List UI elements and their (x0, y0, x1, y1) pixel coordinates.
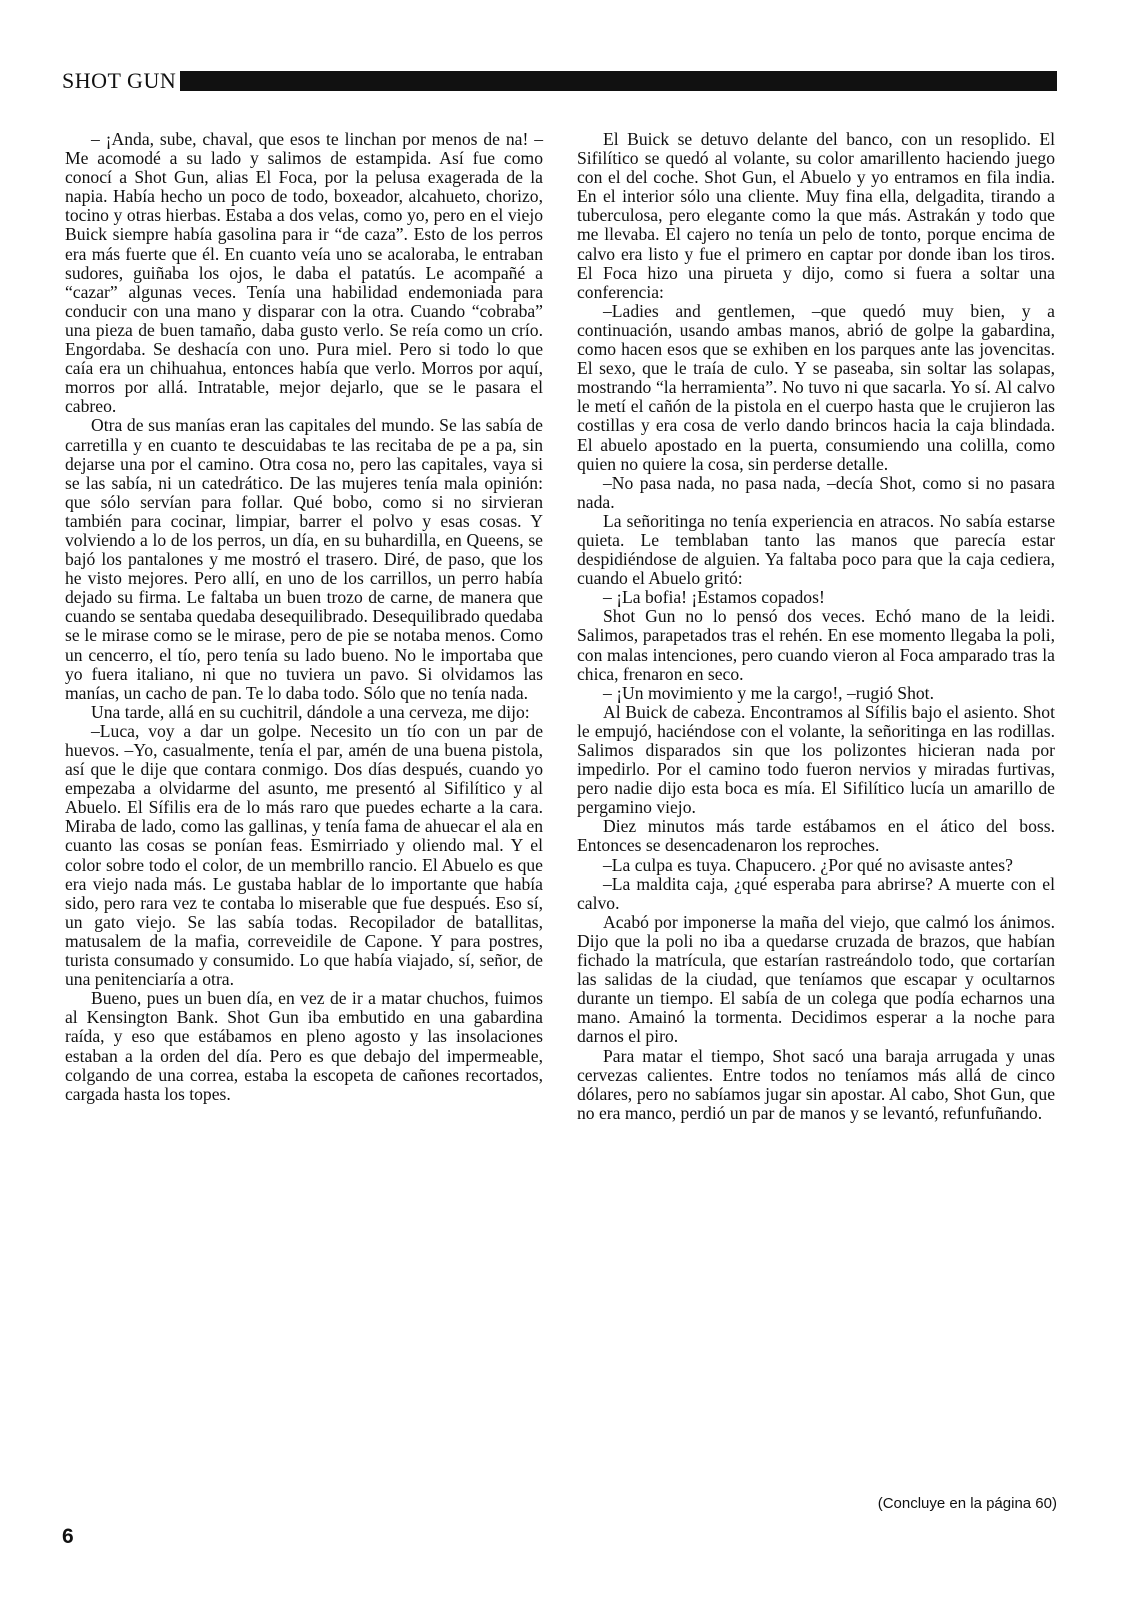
header-title: SHOT GUN (62, 68, 177, 93)
paragraph: –La maldita caja, ¿qué esperaba para abrirse? A muerte con el calvo. (577, 873, 1055, 913)
page-number: 6 (62, 1525, 74, 1548)
paragraph: Shot Gun no lo pensó dos veces. Echó mano de la leidi. Salimos, parapetados tras el rehén. En ese momento llegaba la poli, con malas intenciones, pero cuando vieron al Foca amparado tras la chica, frenaron en seco. (577, 606, 1055, 684)
continued-note: (Concluye en la página 60) (877, 1495, 1057, 1512)
paragraph: El Buick se detuvo delante del banco, con un resoplido. El Sifilítico se quedó al volante, su color amarillento haciendo juego con el del coche. Shot Gun, el Abuelo y yo entramos en fila india. En el interior sólo una cliente. Muy fina ella, delgadita, tirando a tuberculosa, pero elegante como la que más. Astrakán y todo que me llevaba. El cajero no tenía un pelo de tonto, porque encima de calvo era listo y fue el primero en captar por donde iban los tiros. El Foca hizo una pirueta y dijo, como si fuera a soltar una conferencia: (577, 129, 1055, 302)
paragraph: –Ladies and gentlemen, –que quedó muy bien, y a continuación, usando ambas manos, abrió de golpe la gabardina, como hacen esos que se exhiben en los parques ante las jovencitas. El sexo, que le traía de culo. Y se paseaba, sin soltar las solapas, mostrando “la herramienta”. No tuvo ni que sacarla. Yo sí. Al calvo le metí el cañón de la pistola en el cuerpo hasta que le crujieron las costillas y era cosa de verlo dando brincos hacia la caja blindada. El abuelo apostado en la puerta, consumiendo una colilla, como quien no quiere la cosa, sin perderse detalle. (577, 300, 1055, 474)
paragraph: – ¡La bofia! ¡Estamos copados! (603, 587, 825, 608)
running-header (62, 68, 1057, 94)
paragraph: –No pasa nada, no pasa nada, –decía Shot, como si no pasara nada. (577, 472, 1055, 512)
paragraph: –Luca, voy a dar un golpe. Necesito un tío con un par de huevos. –Yo, casualmente, tenía el par, amén de una buena pistola, así que le dije que contara conmigo. Dos días después, cuando yo empezaba a olvidarme del asunto, me presentó al Sifilítico y al Abuelo. El Sífilis era de lo más raro que puedes echarte a la cara. Miraba de lado, como las gallinas, y tenía fama de ahuecar el ala en cuanto las cosas se ponían feas. Esmirriado y oliendo mal. Y el color sobre todo el color, de un membrillo rancio. El Abuelo es que era viejo nada más. Le gustaba hablar de lo importante que había sido, pero rara vez te contaba lo miserable que fue después. Eso sí, un gato viejo. Se las sabía todas. Recopilador de batallitas, matusalem de la mafia, correveidile de Capone. Y para postres, turista consumado y consumido. Lo que había viajado, sí, señor, de una penitenciaría a otra. (65, 720, 543, 990)
header-rule-bar (180, 71, 1057, 91)
paragraph: – ¡Un movimiento y me la cargo!, –rugió Shot. (603, 682, 934, 703)
paragraph: Al Buick de cabeza. Encontramos al Sífilis bajo el asiento. Shot le empujó, haciéndose con el volante, la señoritinga en las rodillas. Salimos disparados sin que los polizontes hicieran nada por impedirlo. Por el camino todo fueron nervios y miradas furtivas, pero nadie dijo esta boca es mía. El Sifilítico lucía un amarillo de pergamino viejo. (577, 701, 1055, 818)
paragraph: Acabó por imponerse la maña del viejo, que calmó los ánimos. Dijo que la poli no iba a quedarse cruzada de brazos, que habían fichado la matrícula, que estarían rastreándolo todo, que cortarían las salidas de la ciudad, que teníamos que escapar y ocultarnos durante un tiempo. El sabía de un colega que podía echarnos una mano. Amainó la tormenta. Decidimos esperar a la noche para darnos el piro. (577, 911, 1055, 1047)
paragraph: La señoritinga no tenía experiencia en atracos. No sabía estarse quieta. Le temblaban tanto las manos que parecía estar despidiéndose de alguien. Ya faltaba poco para que la caja cediera, cuando el Abuelo gritó: (577, 510, 1055, 589)
paragraph: Otra de sus manías eran las capitales del mundo. Se las sabía de carretilla y en cuanto te descuidabas te las recitaba de pe a pa, sin dejarse una por el camino. Otra cosa no, pero las capitales, vaya si se las sabía, ni un catedrático. De las mujeres tenía mala opinión: que sólo servían para follar. Qué bobo, como si no sirvieran también para cocinar, limpiar, barrer el polvo y esas cosas. Y volviendo a lo de los perros, un día, en su buhardilla, en Queens, se bajó los pantalones y me mostró el trasero. Diré, de paso, que los he visto mejores. Pero allí, en uno de los carrillos, un perro había dejado su firma. Le faltaba un buen trozo de carne, de manera que cuando se sentaba quedaba desequilibrado. Desequilibrado quedaba se le mirase como se le mirase, pero de pie se notaba menos. Como un cencerro, el tío, pero tenía su lado bueno. No le importaba que yo fuera italiano, ni que no tuviera un pavo. Si olvidamos las manías, un cacho de pan. Te lo daba todo. Sólo que no tenía nada. (65, 415, 543, 703)
paragraph: Diez minutos más tarde estábamos en el ático del boss. Entonces se desencadenaron los reproches. (577, 816, 1055, 856)
paragraph: Bueno, pues un buen día, en vez de ir a matar chuchos, fuimos al Kensington Bank. Shot Gun iba embutido en una gabardina raída, y eso que estábamos en pleno agosto y las insolaciones estaban a la orden del día. Pero es que debajo del impermeable, colgando de una correa, estaba la escopeta de cañones recortados, cargada hasta los topes. (65, 988, 543, 1104)
paragraph: –La culpa es tuya. Chapucero. ¿Por qué no avisaste antes? (603, 854, 1013, 875)
paragraph: – ¡Anda, sube, chaval, que esos te linchan por menos de na! –Me acomodé a su lado y salimos de estampida. Así fue como conocí a Shot Gun, alias El Foca, por la pelusa exagerada de la napia. Había hecho un poco de todo, boxeador, alcahueto, chorizo, tocino y otras hierbas. Estaba a dos velas, como yo, pero en el viejo Buick siempre había gasolina para ir “de caza”. Esto de los perros era más fuerte que él. En cuanto veía uno se acaloraba, le entraban sudores, guiñaba los ojos, le daba el patatús. Le acompañé a “cazar” algunas veces. Tenía una habilidad endemoniada para conducir con una mano y disparar con la otra. Cuando “cobraba” una pieza de buen tamaño, daba gusto verlo. Se reía como un crío. Engordaba. Se deshacía con uno. Pura miel. Pero si todo lo que caía era un chihuahua, entonces había que verlo. Morros por aquí, morros por allá. Intratable, mejor dejarlo, que se le pasara el cabreo. (65, 129, 543, 417)
paragraph: Para matar el tiempo, Shot sacó una baraja arrugada y unas cervezas calientes. Entre todos no teníamos más allá de cinco dólares, pero no sabíamos jugar sin apostar. Al cabo, Shot Gun, que no era manco, perdió un par de manos y se levantó, refunfuñando. (577, 1045, 1055, 1123)
left-column (65, 130, 543, 1104)
paragraph: Una tarde, allá en su cuchitril, dándole a una cerveza, me dijo: (91, 701, 530, 722)
right-column (577, 130, 1055, 1123)
